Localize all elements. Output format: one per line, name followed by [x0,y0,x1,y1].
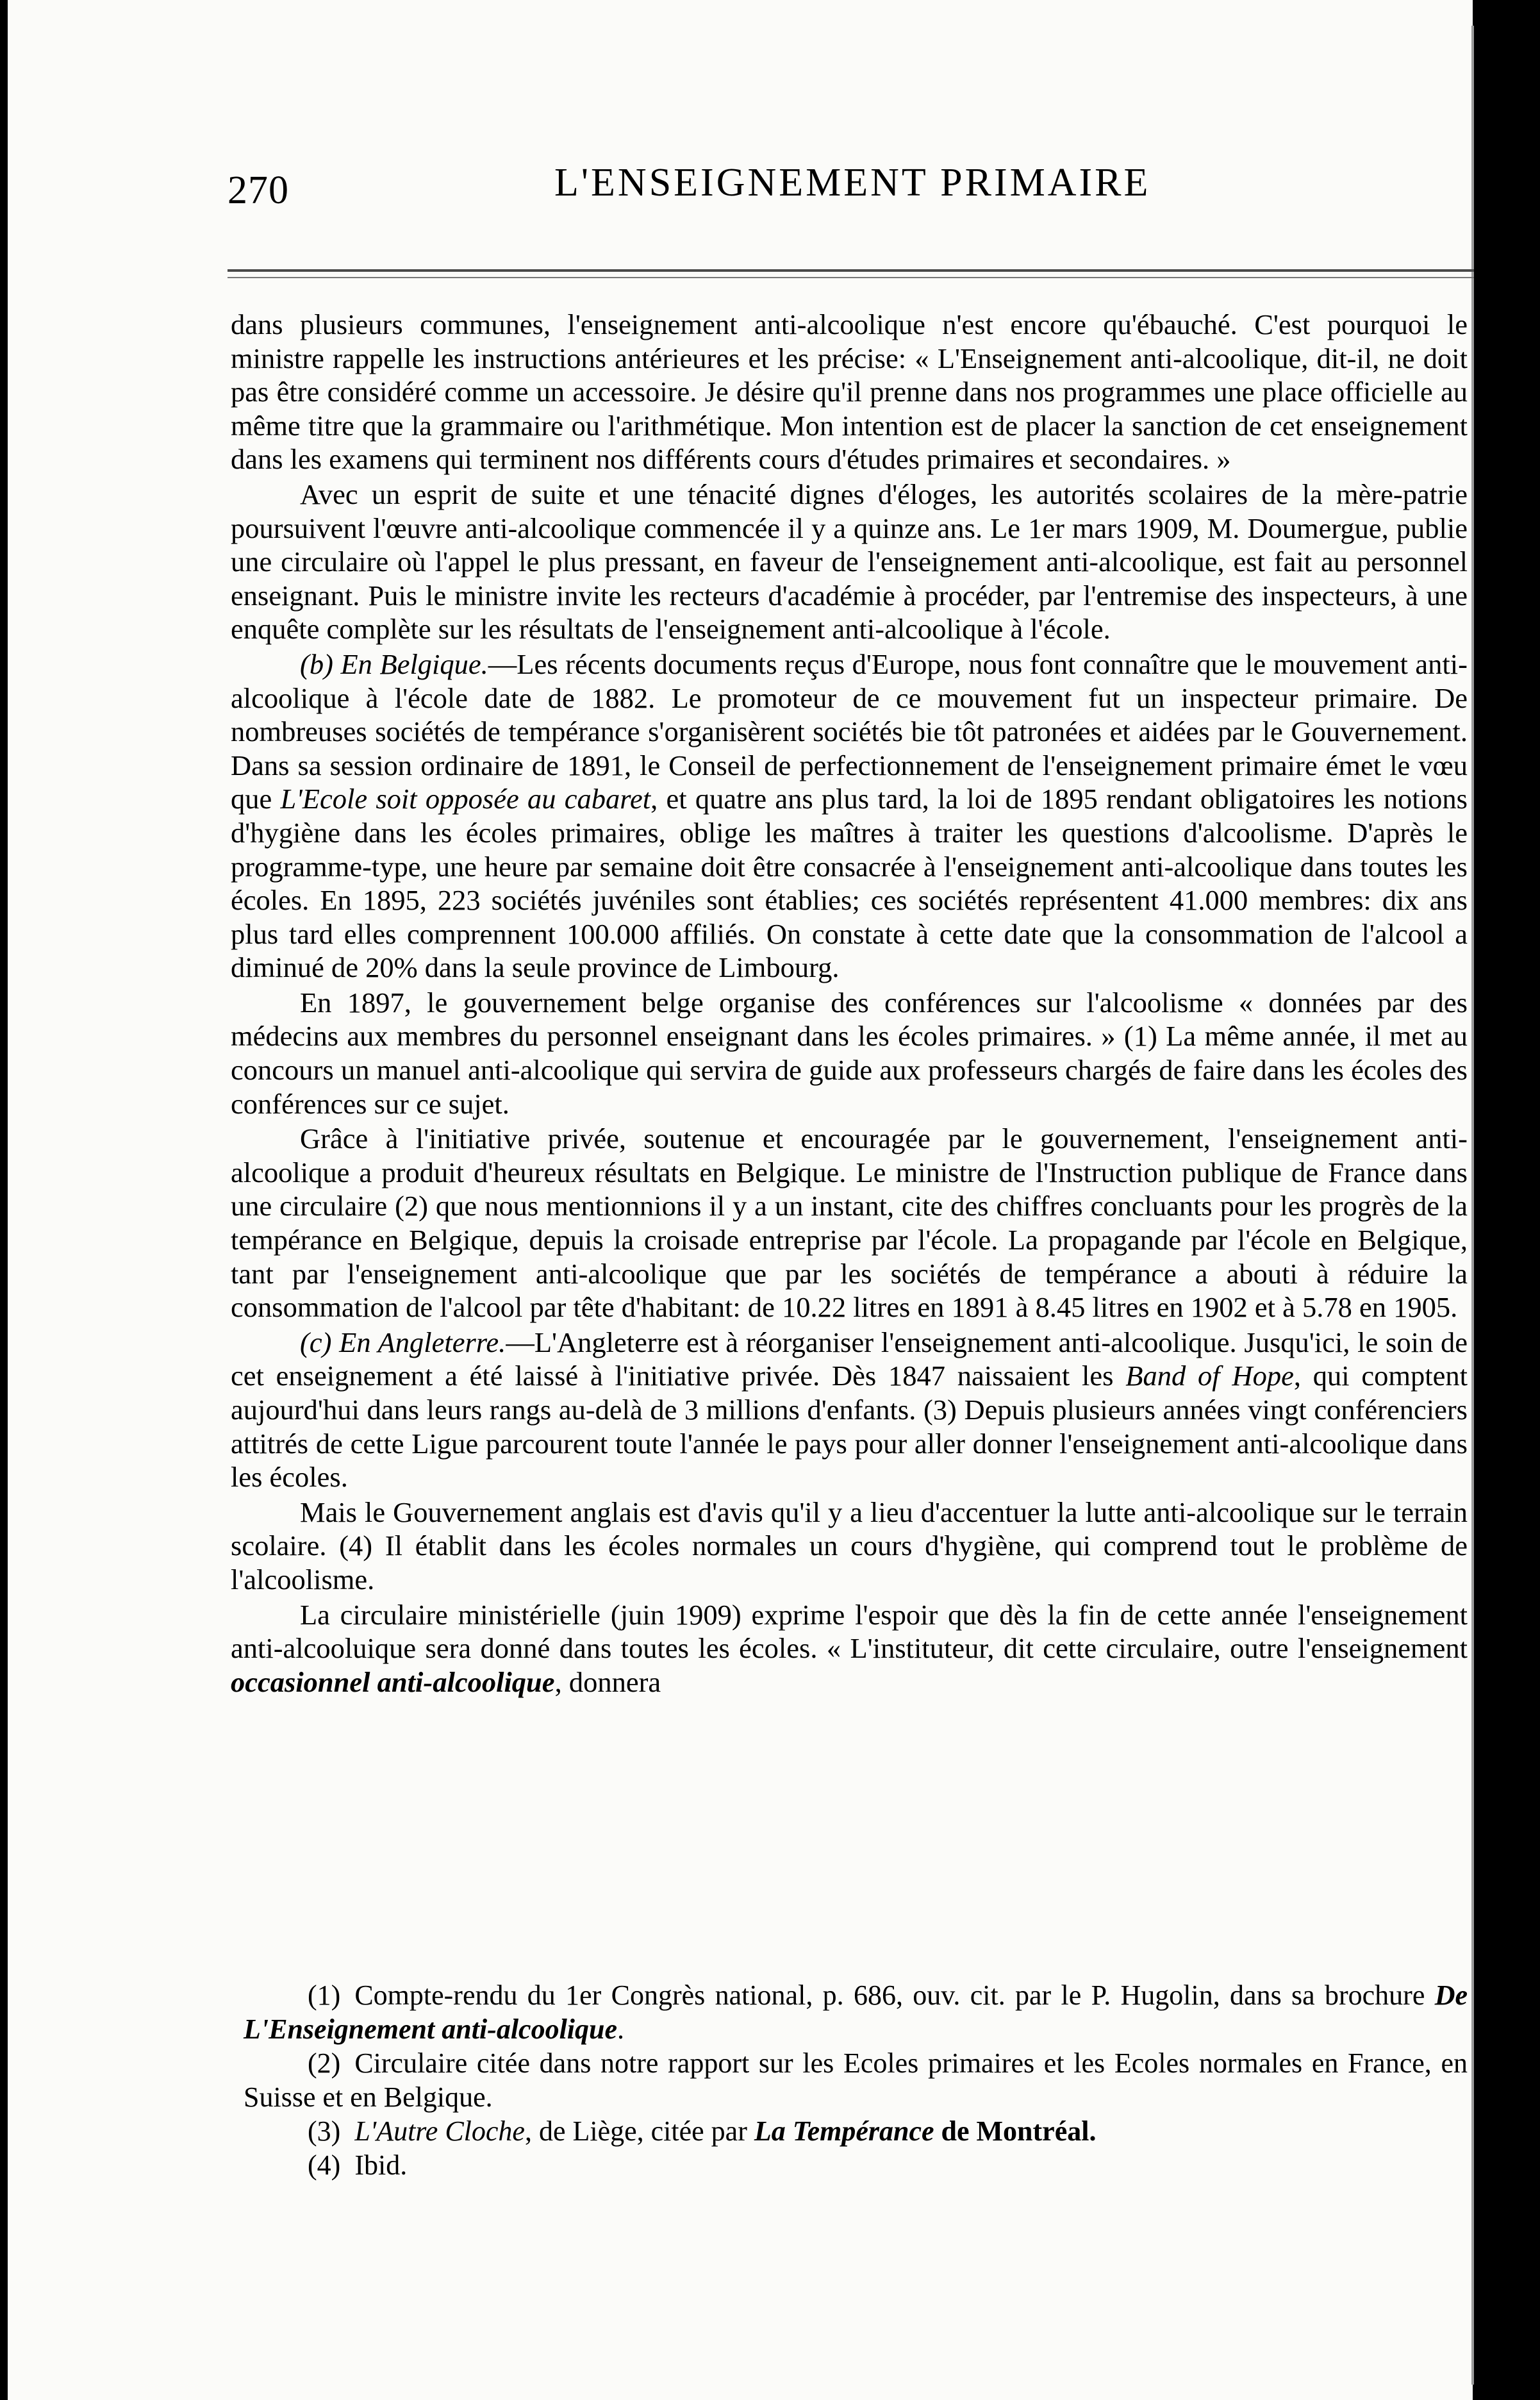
footnotes [244,1978,1468,2182]
running-title: L'ENSEIGNEMENT PRIMAIRE [554,161,1151,204]
paragraph-4: En 1897, le gouvernement belge organise des conférences sur l'alcoolisme « données par des médecins aux membres du personnel enseignant dans les écoles primaires. » (1) La même année, il met au concours un manuel anti-alcoolique qui servira de guide aux professeurs chargés de faire dans les écoles des conférences sur ce sujet. [231,986,1468,1120]
footnote-1: (1) Compte-rendu du 1er Congrès national, p. 686, ouv. cit. par le P. Hugolin, dans sa brochure De L'Enseignement anti-alcoolique. [244,1979,1468,2045]
footnote-4: (4) Ibid. [308,2149,408,2181]
page-edge-line [1471,26,1474,2385]
page-number: 270 [228,169,289,212]
paragraph-5: Grâce à l'initiative privée, soutenue et encouragée par le gouvernement, l'enseignement anti-alcoolique a produit d'heureux résultats en Belgique. Le ministre de l'Instruction publique de France dans une circulaire (2) que nous mentionnions il y a un instant, cite des chiffres concluants pour les progrès de la tempérance en Belgique, depuis la croisade entreprise par l'école. La propagande par l'école en Belgique, tant par l'enseignement anti-alcoolique que par les sociétés de tempérance a abouti à réduire la consommation de l'alcool par tête d'habitant: de 10.22 litres en 1891 à 8.45 litres en 1902 et à 5.78 en 1905. [231,1122,1468,1324]
footnote-2: (2) Circulaire citée dans notre rapport sur les Ecoles primaires et les Ecoles normales en France, en Suisse et en Belgique. [244,2047,1468,2113]
body-text [231,308,1468,1699]
paragraph-7: Mais le Gouvernement anglais est d'avis qu'il y a lieu d'accentuer la lutte anti-alcoolique sur le terrain scolaire. (4) Il établit dans les écoles normales un cours d'hygiène, qui comprend tout le problème de l'alcoolisme. [231,1496,1468,1596]
paragraph-belgique: (b) En Belgique.—Les récents documents reçus d'Europe, nous font connaître que le mouvement anti-alcoolique à l'école date de 1882. Le promoteur de ce mouvement fut un inspecteur primaire. De nombreuses sociétés de tempérance s'organisèrent sociétés bie tôt patronées et aidées par le Gouvernement. Dans sa session ordinaire de 1891, le Conseil de perfectionnement de l'enseignement primaire émet le vœu que L'Ecole soit opposée au cabaret, et quatre ans plus tard, la loi de 1895 rendant obligatoires les notions d'hygiène dans les écoles primaires, oblige les maîtres à traiter les questions d'alcoolisme. D'après le programme-type, une heure par semaine doit être consacrée à l'enseignement anti-alcoolique dans toutes les écoles. En 1895, 223 sociétés juvéniles sont établies; ces sociétés représentent 41.000 membres: dix ans plus tard elles comprennent 100.000 affiliés. On constate à cette date que la consommation de l'alcool a diminué de 20% dans la seule province de Limbourg. [231,647,1468,984]
section-label-belgique: (b) En Belgique. [300,647,488,680]
emphasis-occasionnel: occasionnel anti-alcoolique [231,1665,555,1698]
paragraph-1: dans plusieurs communes, l'enseignement anti-alcoolique n'est encore qu'ébauché. C'est pourquoi le ministre rappelle les instructions antérieures et les précise: « L'Enseignement anti-alcoolique, dit-il, ne doit pas être considéré comme un accessoire. Je désire qu'il prenne dans nos programmes une place officielle au même titre que la grammaire ou l'arithmétique. Mon intention est de placer la sanction de cet enseignement dans les examens qui terminent nos différents cours d'études primaires et secondaires. » [231,308,1468,476]
paragraph-8: La circulaire ministérielle (juin 1909) exprime l'espoir que dès la fin de cette année l'enseignement anti-alcooluique sera donné dans toutes les écoles. « L'instituteur, dit cette circulaire, outre l'enseignement occasionnel anti-alcoolique, donnera [231,1598,1468,1698]
footnote-3: (3) L'Autre Cloche, de Liège, citée par La Tempérance de Montréal. [308,2115,1097,2147]
paragraph-angleterre: (c) En Angleterre.—L'Angleterre est à réorganiser l'enseignement anti-alcoolique. Jusqu'ici, le soin de cet enseignement a été laissé à l'initiative privée. Dès 1847 naissaient les Band of Hope, qui comptent aujourd'hui dans leurs rangs au-delà de 3 millions d'enfants. (3) Depuis plusieurs années vingt conférenciers attitrés de cette Ligue parcourent toute l'année le pays pour aller donner l'enseignement anti-alcoolique dans les écoles. [231,1326,1468,1494]
header-rule-thin [228,277,1474,278]
paragraph-2: Avec un esprit de suite et une ténacité dignes d'éloges, les autorités scolaires de la mère-patrie poursuivent l'œuvre anti-alcoolique commencée il y a quinze ans. Le 1er mars 1909, M. Doumergue, publie une circulaire où l'appel le plus pressant, en faveur de l'enseignement anti-alcoolique, est fait au personnel enseignant. Puis le ministre invite les recteurs d'académie à procéder, par l'entremise des inspecteurs, à une enquête complète sur les résultats de l'enseignement anti-alcoolique à l'école. [231,478,1468,646]
header-rule [228,269,1474,272]
band-of-hope: Band of Hope [1125,1360,1294,1392]
section-label-angleterre: (c) En Angleterre. [300,1326,506,1358]
quote-ecole-cabaret: L'Ecole soit opposée au cabaret [280,783,651,815]
scan-border [1473,0,1540,2400]
page-header [228,161,1151,226]
